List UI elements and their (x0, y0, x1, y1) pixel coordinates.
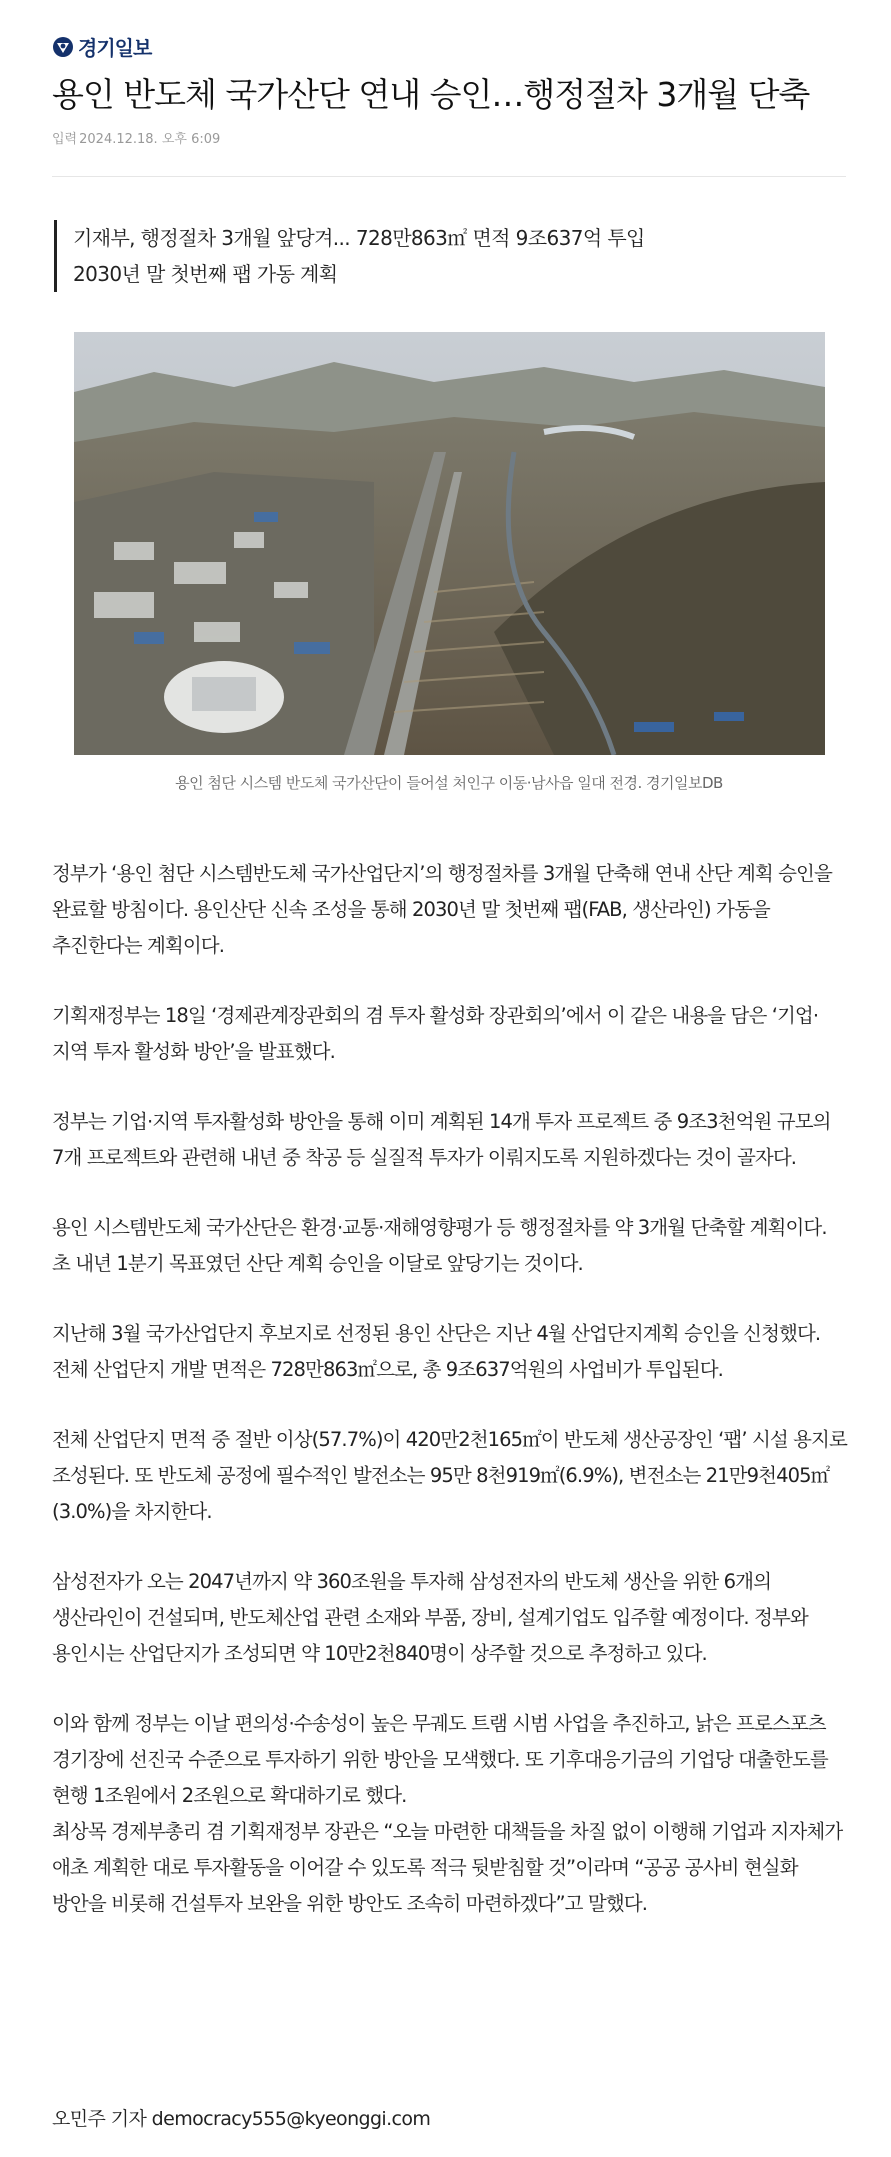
body-paragraph: 정부가 ‘용인 첨단 시스템반도체 국가산업단지’의 행정절차를 3개월 단축해 연내 산단 계획 승인을 완료할 방침이다. 용인산단 신속 조성을 통해 2030년 말 첫번째 팹(FAB, 생산라인) 가동을 추진한다는 계획이다. (52, 862, 832, 957)
subhead-line: 기재부, 행정절차 3개월 앞당겨... 728만863㎡ 면적 9조637억 투입 (73, 226, 645, 250)
article-subhead (54, 220, 645, 292)
body-paragraph: 이와 함께 정부는 이날 편의성·수송성이 높은 무궤도 트램 시범 사업을 추진하고, 낡은 프로스포츠 경기장에 선진국 수준으로 투자하기 위한 방안을 모색했다. 또 기후대응기금의 기업당 대출한도를 현행 1조원에서 2조원으로 확대하기로 했다. (52, 1712, 828, 1807)
date-label: 입력 (52, 132, 78, 147)
body-paragraph: 삼성전자가 오는 2047년까지 약 360조원을 투자해 삼성전자의 반도체 생산을 위한 6개의 생산라인이 건설되며, 반도체산업 관련 소재와 부품, 장비, 설계기업도 입주할 예정이다. 정부와 용인시는 산업단지가 조성되면 약 10만2천840명이 상주할 것으로 추정하고 있다. (52, 1570, 808, 1665)
logo-text: 경기일보 (78, 36, 152, 60)
body-paragraph: 정부는 기업·지역 투자활성화 방안을 통해 이미 계획된 14개 투자 프로젝트 중 9조3천억원 규모의 7개 프로젝트와 관련해 내년 중 착공 등 실질적 투자가 이뤄지도록 지원하겠다는 것이 골자다. (52, 1110, 831, 1169)
site-logo[interactable] (52, 32, 151, 61)
article-body (52, 856, 848, 1956)
body-paragraph: 전체 산업단지 면적 중 절반 이상(57.7%)이 420만2천165㎡이 반도체 생산공장인 ‘팹’ 시설 용지로 조성된다. 또 반도체 공정에 필수적인 발전소는 95만 8천919㎡(6.9%), 변전소는 21만9천405㎡(3.0%)을 차지한다. (52, 1428, 847, 1523)
photo-caption: 용인 첨단 시스템 반도체 국가산단이 들어설 처인구 이동·남사읍 일대 전경. 경기일보DB (175, 774, 723, 792)
article-byline: 오민주 기자 democracy555@kyeonggi.com (52, 2108, 431, 2130)
article-dateline (52, 128, 222, 147)
subhead-line: 2030년 말 첫번째 팹 가동 계획 (73, 262, 338, 286)
body-paragraph: 최상목 경제부총리 겸 기획재정부 장관은 “오늘 마련한 대책들을 차질 없이 이행해 기업과 지자체가 애초 계획한 대로 투자활동을 이어갈 수 있도록 적극 뒷받침할 것”이라며 “공공 공사비 현실화 방안을 비롯해 건설투자 보완을 위한 방안도 조속히 마련하겠다”고 말했다. (52, 1820, 843, 1915)
date-value: 2024.12.18. 오후 6:09 (79, 132, 221, 147)
aerial-photo-image (74, 332, 825, 755)
body-paragraph: 기획재정부는 18일 ‘경제관계장관회의 겸 투자 활성화 장관회의’에서 이 같은 내용을 담은 ‘기업·지역 투자 활성화 방안’을 발표했다. (52, 1004, 819, 1063)
body-paragraph: 지난해 3월 국가산업단지 후보지로 선정된 용인 산단은 지난 4월 산업단지계획 승인을 신청했다. 전체 산업단지 개발 면적은 728만863㎡으로, 총 9조637억원의 사업비가 투입된다. (52, 1322, 821, 1381)
header-divider (52, 176, 846, 177)
body-paragraph: 용인 시스템반도체 국가산단은 환경·교통·재해영향평가 등 행정절차를 약 3개월 단축할 계획이다. 초 내년 1분기 목표였던 산단 계획 승인을 이달로 앞당기는 것이다. (52, 1216, 827, 1275)
article-headline: 용인 반도체 국가산단 연내 승인…행정절차 3개월 단축 (52, 75, 810, 114)
article-photo[interactable] (74, 332, 825, 755)
kyeonggi-logo-icon (52, 36, 74, 58)
